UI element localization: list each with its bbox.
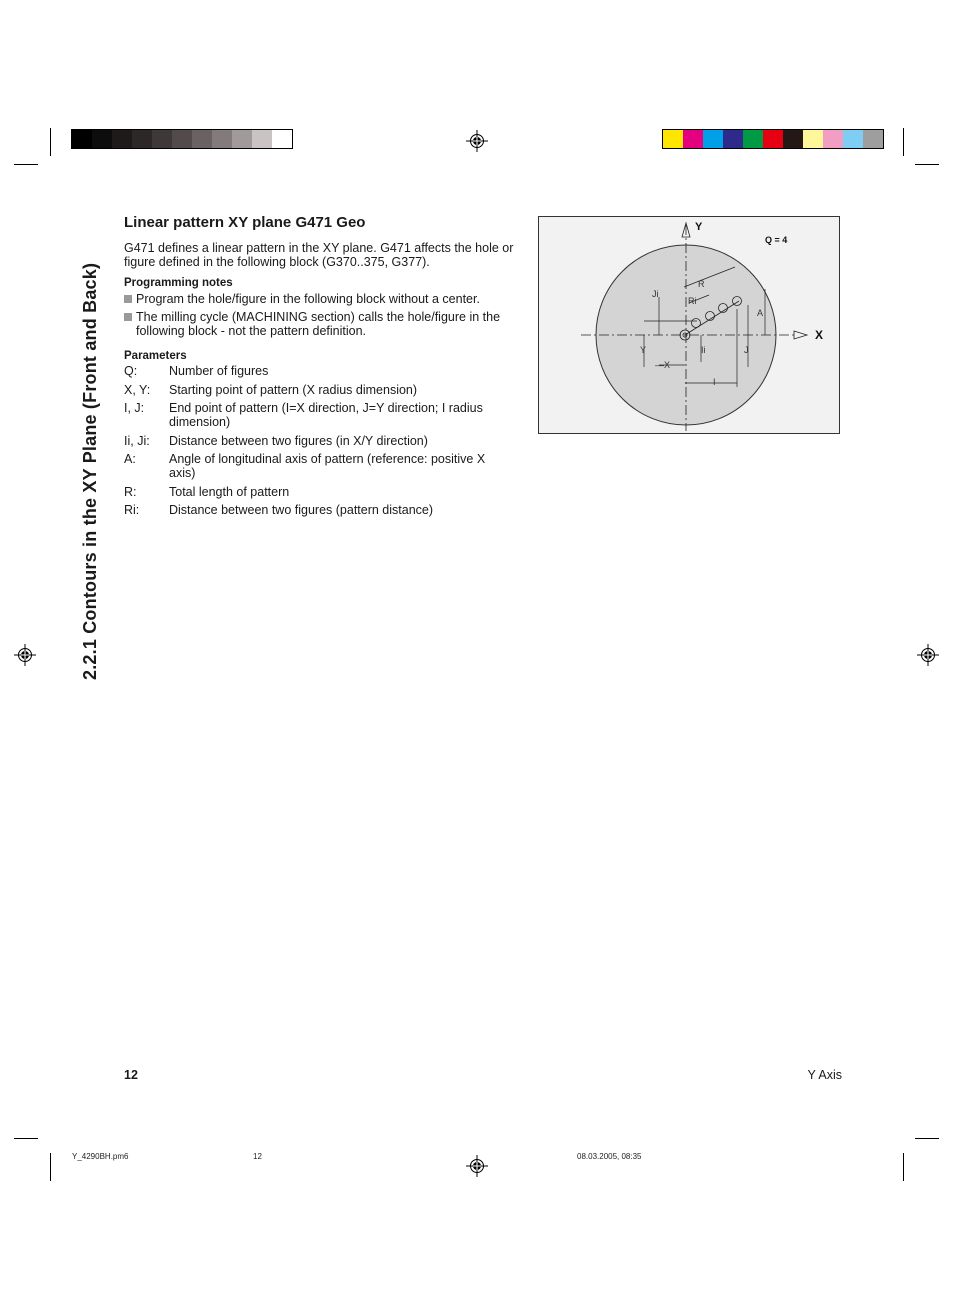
calibration-swatch [232, 130, 252, 148]
bullet-square-icon [124, 313, 132, 321]
slug-page: 12 [253, 1152, 262, 1161]
i-label: I [713, 377, 716, 387]
parameter-description: Starting point of pattern (X radius dimension) [169, 383, 418, 397]
parameter-key: I, J: [124, 401, 145, 415]
registration-mark-bottom-icon [466, 1155, 488, 1177]
slug-timestamp: 08.03.2005, 08:35 [577, 1152, 642, 1161]
calibration-swatch [172, 130, 192, 148]
parameter-description: Number of figures [169, 364, 269, 378]
a-label: A [757, 308, 764, 318]
slug-filename: Y_4290BH.pm6 [72, 1152, 129, 1161]
parameter-description: End point of pattern (I=X direction, J=Y direction; I radius dimension) [169, 401, 483, 429]
calibration-swatch [212, 130, 232, 148]
registration-mark-left-icon [14, 644, 36, 666]
crop-mark-top-left-v [50, 128, 51, 156]
x-axis-arrow-icon [794, 331, 807, 339]
ii-label: Ii [701, 345, 706, 355]
bullet-square-icon [124, 295, 132, 303]
calibration-swatch [192, 130, 212, 148]
calibration-swatch [763, 130, 783, 148]
page-number: 12 [124, 1068, 138, 1082]
x-dim-label: —X [655, 360, 671, 370]
parameter-key: Q: [124, 364, 138, 378]
linear-pattern-drawing [539, 217, 839, 433]
parameter-description: Angle of longitudinal axis of pattern (reference: positive X axis) [169, 452, 486, 480]
q-value-label: Q = 4 [765, 235, 788, 245]
parameter-key: X, Y: [124, 383, 151, 397]
calibration-swatch [132, 130, 152, 148]
calibration-swatch [863, 130, 883, 148]
calibration-swatch [663, 130, 683, 148]
ri-label: Ri [688, 296, 697, 306]
calibration-swatch [272, 130, 292, 148]
programming-notes-title: Programming notes [124, 277, 233, 289]
r-label: R [698, 279, 705, 289]
note-item [124, 310, 524, 338]
calibration-swatch [783, 130, 803, 148]
calibration-swatch [703, 130, 723, 148]
crop-mark-top-right-v [903, 128, 904, 156]
parameter-description: Distance between two figures (pattern distance) [169, 503, 434, 517]
j-label: J [744, 345, 749, 355]
parameter-description: Total length of pattern [169, 485, 290, 499]
parameter-key: A: [124, 452, 136, 466]
parameter-description: Distance between two figures (in X/Y direction) [169, 434, 428, 448]
chapter-name: Y Axis [807, 1068, 842, 1082]
registration-mark-top-icon [466, 130, 488, 152]
crop-mark-bottom-left-v [50, 1153, 51, 1181]
calibration-swatch [723, 130, 743, 148]
calibration-swatch [72, 130, 92, 148]
linear-pattern-diagram [538, 216, 840, 434]
calibration-swatch [683, 130, 703, 148]
intro-paragraph: G471 defines a linear pattern in the XY plane. G471 affects the hole or figure defined in the following block (G370..375, G377). [124, 241, 514, 269]
parameter-key: R: [124, 485, 137, 499]
calibration-swatch [803, 130, 823, 148]
calibration-swatch [843, 130, 863, 148]
crop-mark-bottom-right-v [903, 1153, 904, 1181]
grayscale-calibration-bar [71, 129, 293, 149]
calibration-swatch [112, 130, 132, 148]
crop-mark-bottom-left-h [14, 1138, 38, 1139]
calibration-swatch [152, 130, 172, 148]
section-heading: Linear pattern XY plane G471 Geo [124, 214, 366, 231]
crop-mark-bottom-right-h [915, 1138, 939, 1139]
crop-mark-top-right-h [915, 164, 939, 165]
calibration-swatch [743, 130, 763, 148]
registration-mark-right-icon [917, 644, 939, 666]
crop-mark-top-left-h [14, 164, 38, 165]
color-calibration-bar [662, 129, 884, 149]
x-axis-label: X [815, 328, 824, 342]
note-item [124, 292, 524, 306]
y-axis-label: Y [695, 221, 703, 233]
parameters-title: Parameters [124, 350, 187, 362]
calibration-swatch [823, 130, 843, 148]
y-dim-label: Y [640, 345, 647, 355]
ji-label: Ji [652, 289, 659, 299]
note-text: The milling cycle (MACHINING section) calls the hole/figure in the following block - not the pattern definition. [136, 310, 501, 338]
parameter-key: Ri: [124, 503, 140, 517]
calibration-swatch [252, 130, 272, 148]
note-text: Program the hole/figure in the following block without a center. [136, 292, 480, 306]
calibration-swatch [92, 130, 112, 148]
parameter-key: Ii, Ji: [124, 434, 150, 448]
side-chapter-title: 2.2.1 Contours in the XY Plane (Front and Back) [80, 262, 100, 680]
